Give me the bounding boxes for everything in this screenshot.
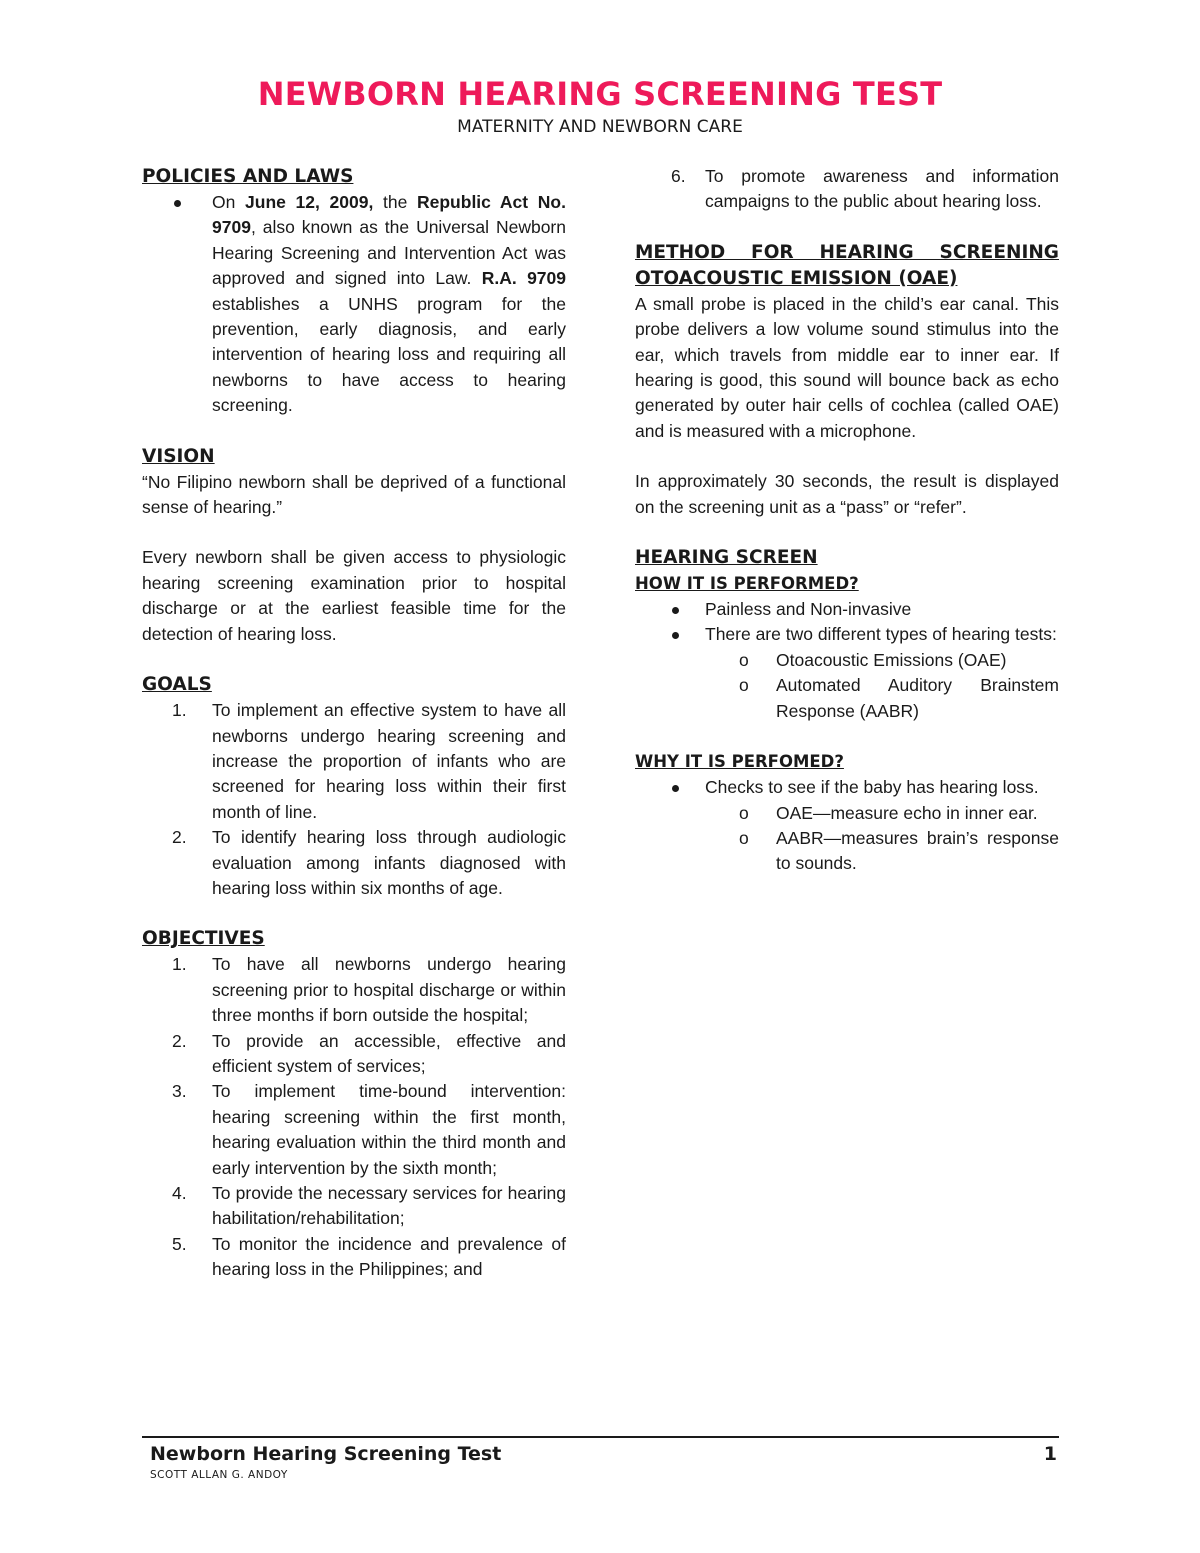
hearing-screen-heading: HEARING SCREEN	[635, 547, 818, 569]
how-subitem: o Otoacoustic Emissions (OAE)	[635, 648, 1059, 673]
method-paragraph: A small probe is placed in the child’s ear canal. This probe delivers a low volume sound stimulus into the ear, which travels from middle ear to inner ear. If hearing is good, this sound will bounce back as echo generated by outer hair cells of cochlea (called OAE) and is measured with a microphone.	[635, 293, 1059, 441]
why-item: Checks to see if the baby has hearing loss.	[635, 775, 1059, 800]
policies-text: the	[373, 192, 417, 212]
objective-item: 5. To monitor the incidence and prevalence of hearing loss in the Philippines; and	[172, 1233, 566, 1280]
circle-bullet-icon: o	[739, 675, 749, 696]
vision-heading: VISION	[142, 445, 215, 467]
method-result-paragraph: In approximately 30 seconds, the result is displayed on the screening unit as a “pass” or “refer”.	[635, 471, 1059, 517]
method-subheading: OTOACOUSTIC EMISSION (OAE)	[635, 267, 958, 289]
vision-quote: “No Filipino newborn shall be deprived of a functional sense of hearing.”	[142, 471, 566, 518]
policies-text: establishes a UNHS program for the prevention, early diagnosis, and early intervention of hearing loss and requiring all newborns to have access to hearing screening.	[212, 293, 566, 416]
policies-ra: R.A. 9709	[481, 268, 567, 289]
why-subitem: o AABR—measures brain’s response to sounds.	[739, 827, 1059, 874]
left-column	[142, 164, 566, 1283]
objective-item: 6. To promote awareness and information campaigns to the public about hearing loss.	[671, 166, 1059, 212]
objective-item: 4. To provide the necessary services for hearing habilitation/rehabilitation;	[172, 1183, 566, 1229]
vision-paragraph: Every newborn shall be given access to physiologic hearing screening examination prior to hospital discharge or at the earliest feasible time for the detection of hearing loss.	[142, 547, 566, 644]
how-item: Painless and Non-invasive	[635, 597, 1059, 622]
footer-divider	[142, 1436, 1059, 1438]
how-performed-heading: HOW IT IS PERFORMED?	[635, 574, 859, 594]
bullet-icon	[672, 632, 679, 639]
method-heading: METHOD FOR HEARING SCREENING	[635, 241, 1059, 263]
policies-date: June 12, 2009,	[245, 192, 374, 212]
page-subtitle: MATERNITY AND NEWBORN CARE	[457, 117, 743, 137]
why-performed-list	[635, 775, 1059, 877]
page-number: 1	[1043, 1443, 1057, 1465]
circle-bullet-icon: o	[739, 827, 749, 848]
how-performed-list	[635, 597, 1059, 724]
policies-text: On	[212, 192, 246, 212]
policies-item	[142, 190, 566, 419]
how-item: There are two different types of hearing tests:	[635, 622, 1059, 647]
footer-title: Newborn Hearing Screening Test	[150, 1443, 502, 1465]
bullet-icon	[672, 607, 679, 614]
goal-item: 1. To implement an effective system to have all newborns undergo hearing screening and increase the proportion of infants who are screened for hearing loss within their first month of line.	[172, 700, 566, 822]
policies-heading: POLICIES AND LAWS	[142, 166, 354, 187]
bullet-icon	[672, 785, 679, 792]
right-column	[635, 164, 1059, 877]
bullet-icon	[174, 200, 181, 207]
objective-item: 2. To provide an accessible, effective and efficient system of services;	[172, 1030, 566, 1076]
objective-item: 1. To have all newborns undergo hearing screening prior to hospital discharge or within three months if born outside the hospital;	[172, 954, 566, 1026]
objectives-list	[142, 952, 566, 1282]
why-performed-heading: WHY IT IS PERFOMED?	[635, 752, 844, 772]
how-subitem: o Automated Auditory Brainstem Response (AABR)	[739, 675, 1059, 721]
goals-list	[142, 698, 566, 901]
goal-item: 2. To identify hearing loss through audiologic evaluation among infants diagnosed with hearing loss within six months of age.	[172, 827, 566, 898]
circle-bullet-icon: o	[739, 649, 749, 670]
footer-author: SCOTT ALLAN G. ANDOY	[150, 1469, 288, 1481]
policies-text: , also known as the Universal Newborn Hearing Screening and Intervention Act was approved and signed into Law.	[212, 217, 566, 289]
policies-act: Republic Act No. 9709	[212, 192, 566, 238]
objectives-list-continued	[635, 164, 1059, 215]
objective-item: 3. To implement time-bound intervention: hearing screening within the first month, hearing evaluation within the third month and early intervention by the sixth month;	[172, 1081, 566, 1178]
goals-heading: GOALS	[142, 674, 212, 696]
objectives-heading: OBJECTIVES	[142, 928, 265, 950]
page-title: NEWBORN HEARING SCREENING TEST	[257, 75, 943, 113]
circle-bullet-icon: o	[739, 802, 749, 823]
why-subitem: o OAE—measure echo in inner ear.	[635, 801, 1059, 826]
